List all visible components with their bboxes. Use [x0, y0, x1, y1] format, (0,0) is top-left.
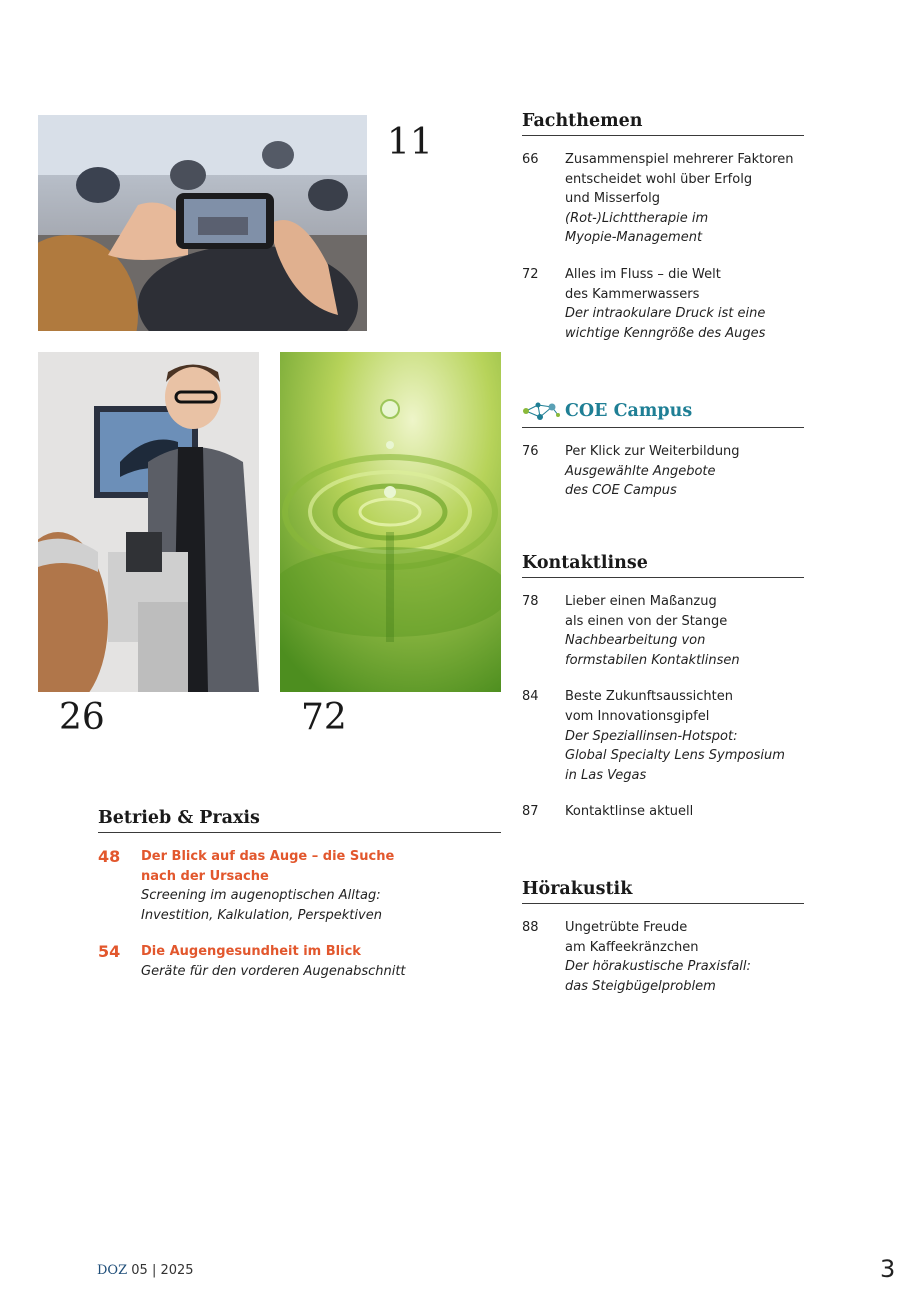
- entry-subtitle: das Steigbügelproblem: [565, 978, 716, 994]
- entry-subtitle: Global Specialty Lens Symposium: [565, 748, 785, 764]
- entry-title: Kontaktlinse aktuell: [565, 804, 694, 820]
- entry-title: Ungetrübte Freude: [565, 920, 688, 935]
- photo-water-drop: [280, 352, 501, 692]
- entry-title: Lieber einen Maßanzug: [565, 594, 717, 609]
- section-heading: Betrieb & Praxis: [98, 808, 501, 833]
- entry-subtitle: Geräte für den vorderen Augenabschnitt: [141, 963, 406, 979]
- toc-entry[interactable]: [522, 687, 804, 785]
- toc-entry[interactable]: [522, 802, 804, 822]
- entry-title: Per Klick zur Weiterbildung: [565, 444, 740, 459]
- page-number: 76: [522, 444, 539, 459]
- section-hoerakustik: [522, 879, 804, 996]
- page-number: 48: [98, 847, 121, 866]
- page-number: 87: [522, 804, 539, 820]
- entry-title: Beste Zukunftsaussichten: [565, 689, 733, 705]
- toc-entry[interactable]: [522, 918, 804, 996]
- toc-entry[interactable]: [522, 265, 804, 343]
- entry-title: Der Blick auf das Auge – die Suche: [141, 849, 395, 864]
- entry-subtitle: wichtige Kenngröße des Auges: [565, 325, 766, 341]
- page-number: 88: [522, 920, 539, 935]
- entry-subtitle: Nachbearbeitung von: [565, 633, 706, 649]
- entry-subtitle: Der intraokulare Druck ist eine: [565, 306, 766, 322]
- entry-subtitle: Ausgewählte Angebote: [565, 463, 716, 479]
- entry-title: und Misserfolg: [565, 191, 660, 207]
- toc-entry[interactable]: [522, 150, 804, 248]
- toc-entry[interactable]: [98, 942, 501, 981]
- page-number: 72: [522, 266, 539, 282]
- entry-title: entscheidet wohl über Erfolg: [565, 171, 753, 187]
- entry-title: als einen von der Stange: [565, 613, 728, 629]
- page-number-footer: 3: [880, 1255, 896, 1283]
- photo-optician: [38, 352, 259, 692]
- entry-title: nach der Ursache: [141, 868, 269, 884]
- page-number: 78: [522, 594, 539, 609]
- photo-label-72: 72: [301, 697, 347, 738]
- entry-subtitle: Screening im augenoptischen Alltag:: [141, 888, 381, 904]
- entry-subtitle: in Las Vegas: [565, 767, 647, 783]
- section-betrieb-praxis: [98, 808, 501, 982]
- section-kontaktlinse: [522, 553, 804, 822]
- toc-entry[interactable]: [522, 442, 804, 501]
- entry-title: Die Augengesundheit im Blick: [141, 944, 361, 960]
- entry-subtitle: Myopie-Management: [565, 230, 703, 246]
- network-logo-icon: [522, 399, 562, 423]
- section-heading: Fachthemen: [522, 111, 804, 136]
- section-fachthemen: [522, 111, 804, 343]
- photo-conference: [38, 115, 367, 331]
- section-coe-campus: [522, 399, 804, 501]
- toc-entry[interactable]: [522, 592, 804, 670]
- entry-title: des Kammerwassers: [565, 286, 700, 302]
- entry-subtitle: formstabilen Kontaktlinsen: [565, 652, 740, 668]
- entry-subtitle: Der hörakustische Praxisfall:: [565, 959, 751, 975]
- page-number: 66: [522, 152, 539, 167]
- entry-title: Alles im Fluss – die Welt: [565, 266, 721, 282]
- entry-subtitle: des COE Campus: [565, 483, 677, 499]
- page-number: 54: [98, 942, 121, 962]
- entry-title: Zusammenspiel mehrerer Faktoren: [565, 152, 794, 167]
- entry-subtitle: Der Speziallinsen-Hotspot:: [565, 728, 738, 744]
- brand-logo: DOZ: [97, 1263, 128, 1278]
- section-heading: Hörakustik: [522, 879, 804, 904]
- entry-title: vom Innovationsgipfel: [565, 708, 710, 724]
- photo-label-11: 11: [387, 122, 433, 163]
- section-heading: Kontaktlinse: [522, 553, 804, 578]
- entry-subtitle: (Rot-)Lichttherapie im: [565, 210, 709, 226]
- section-heading: COE Campus: [565, 401, 693, 421]
- footer-issue: [97, 1263, 194, 1278]
- photo-label-26: 26: [59, 697, 105, 738]
- issue-number: 05 | 2025: [131, 1263, 194, 1278]
- entry-subtitle: Investition, Kalkulation, Perspektiven: [141, 907, 382, 923]
- page-number: 84: [522, 689, 539, 705]
- entry-title: am Kaffeekränzchen: [565, 939, 699, 955]
- toc-entry[interactable]: [98, 847, 501, 925]
